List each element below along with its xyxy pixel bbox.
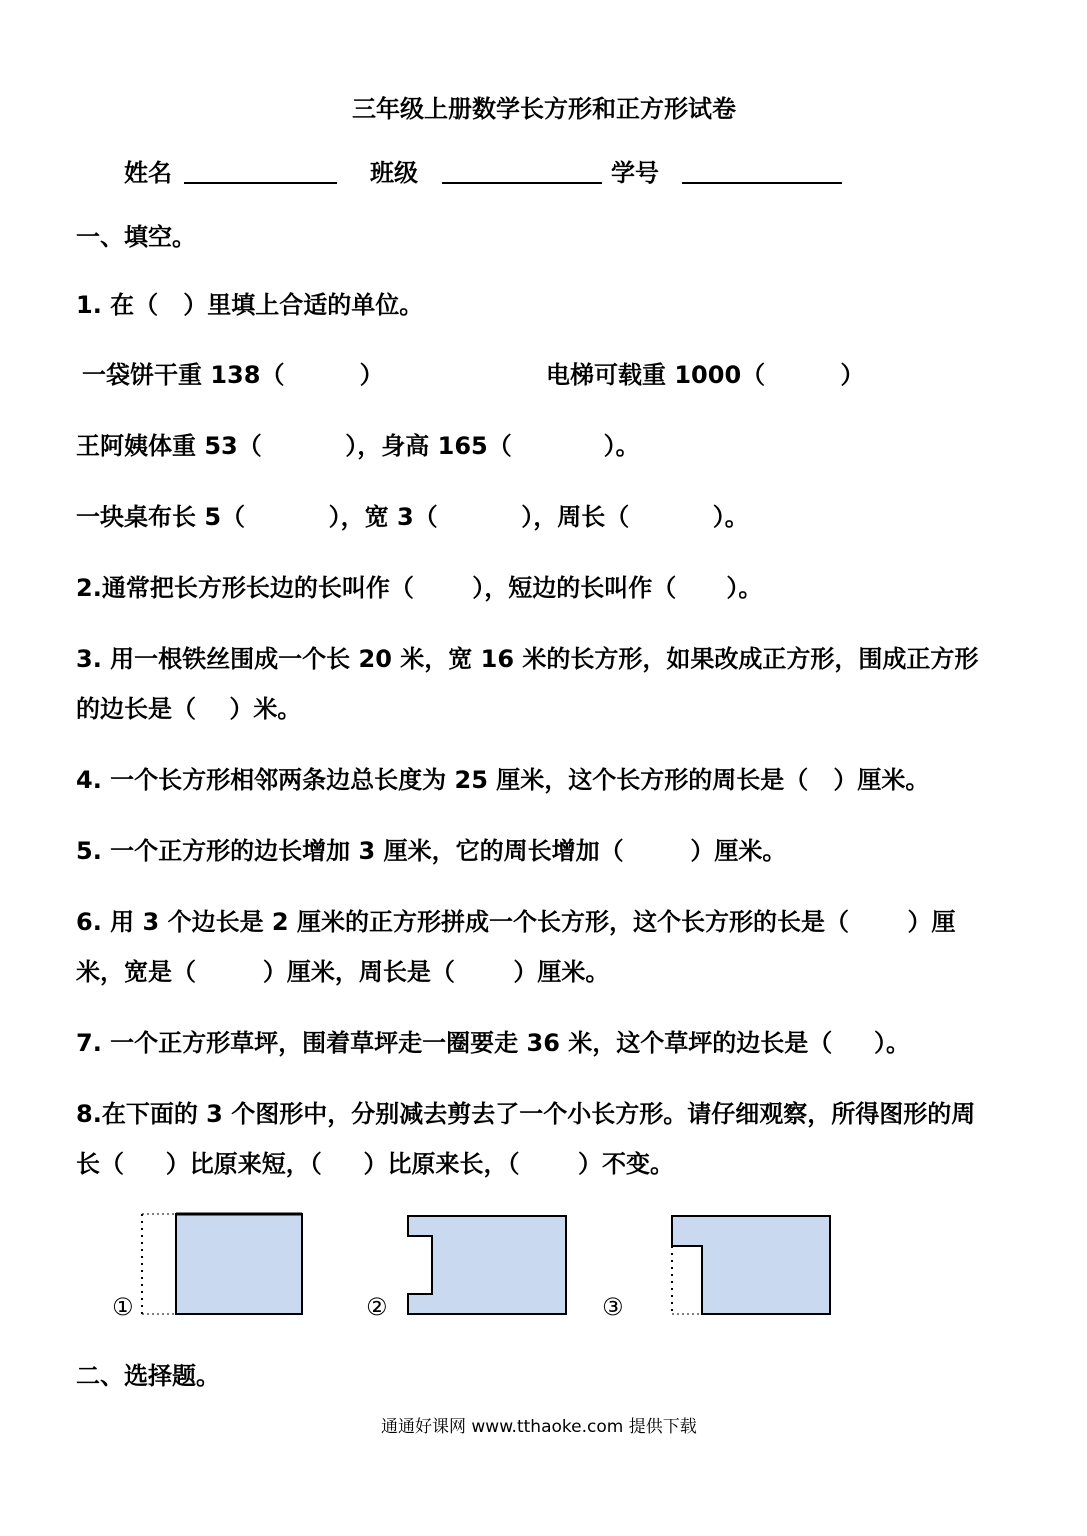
section-heading-fill-in: 一、填空。	[76, 223, 196, 251]
question-1-item-biscuits: 一袋饼干重 138（ ）	[82, 361, 384, 389]
question-1-item-tablecloth: 一块桌布长 5（ ），宽 3（ ），周长（ ）。	[76, 503, 749, 531]
question-6-line-1: 6. 用 3 个边长是 2 厘米的正方形拼成一个长方形，这个长方形的长是（ ）厘	[76, 908, 956, 936]
question-8-line-2: 长（ ）比原来短，（ ）比原来长，（ ）不变。	[76, 1150, 675, 1178]
footer-source: 通通好课网 www.tthaoke.com 提供下载	[381, 1417, 697, 1437]
figure-3-label: ③	[602, 1293, 624, 1321]
class-field[interactable]	[442, 182, 602, 184]
page-title: 三年级上册数学长方形和正方形试卷	[352, 95, 736, 123]
figure-2-label: ②	[366, 1293, 388, 1321]
name-label: 姓名	[124, 159, 172, 187]
figure-3-shape	[672, 1216, 830, 1314]
figure-3	[664, 1206, 834, 1326]
question-3-line-1: 3. 用一根铁丝围成一个长 20 米，宽 16 米的长方形，如果改成正方形，围成正方形	[76, 645, 979, 673]
student-id-field[interactable]	[682, 182, 842, 184]
question-1-item-elevator: 电梯可载重 1000（ ）	[546, 361, 865, 389]
question-3-line-2: 的边长是（ ）米。	[76, 695, 302, 723]
figure-2	[400, 1206, 570, 1326]
question-4: 4. 一个长方形相邻两条边总长度为 25 厘米，这个长方形的周长是（ ）厘米。	[76, 766, 930, 794]
question-2: 2.通常把长方形长边的长叫作（ ），短边的长叫作（ ）。	[76, 574, 763, 602]
question-6-line-2: 米，宽是（ ）厘米，周长是（ ）厘米。	[76, 958, 610, 986]
student-id-label: 学号	[611, 159, 659, 187]
section-heading-multiple-choice: 二、选择题。	[76, 1362, 220, 1390]
question-5: 5. 一个正方形的边长增加 3 厘米，它的周长增加（ ）厘米。	[76, 837, 787, 865]
class-label: 班级	[370, 159, 418, 187]
question-7: 7. 一个正方形草坪，围着草坪走一圈要走 36 米，这个草坪的边长是（ ）。	[76, 1029, 911, 1057]
figure-1-label: ①	[112, 1293, 134, 1321]
figure-1	[108, 1206, 308, 1326]
question-1: 1. 在（ ）里填上合适的单位。	[76, 291, 424, 319]
figure-1-shape	[176, 1214, 302, 1314]
name-field[interactable]	[184, 182, 337, 184]
question-1-item-weight-height: 王阿姨体重 53（ ），身高 165（ ）。	[76, 432, 640, 460]
figure-2-shape	[408, 1216, 566, 1314]
question-8-line-1: 8.在下面的 3 个图形中，分别减去剪去了一个小长方形。请仔细观察，所得图形的周	[76, 1100, 976, 1128]
